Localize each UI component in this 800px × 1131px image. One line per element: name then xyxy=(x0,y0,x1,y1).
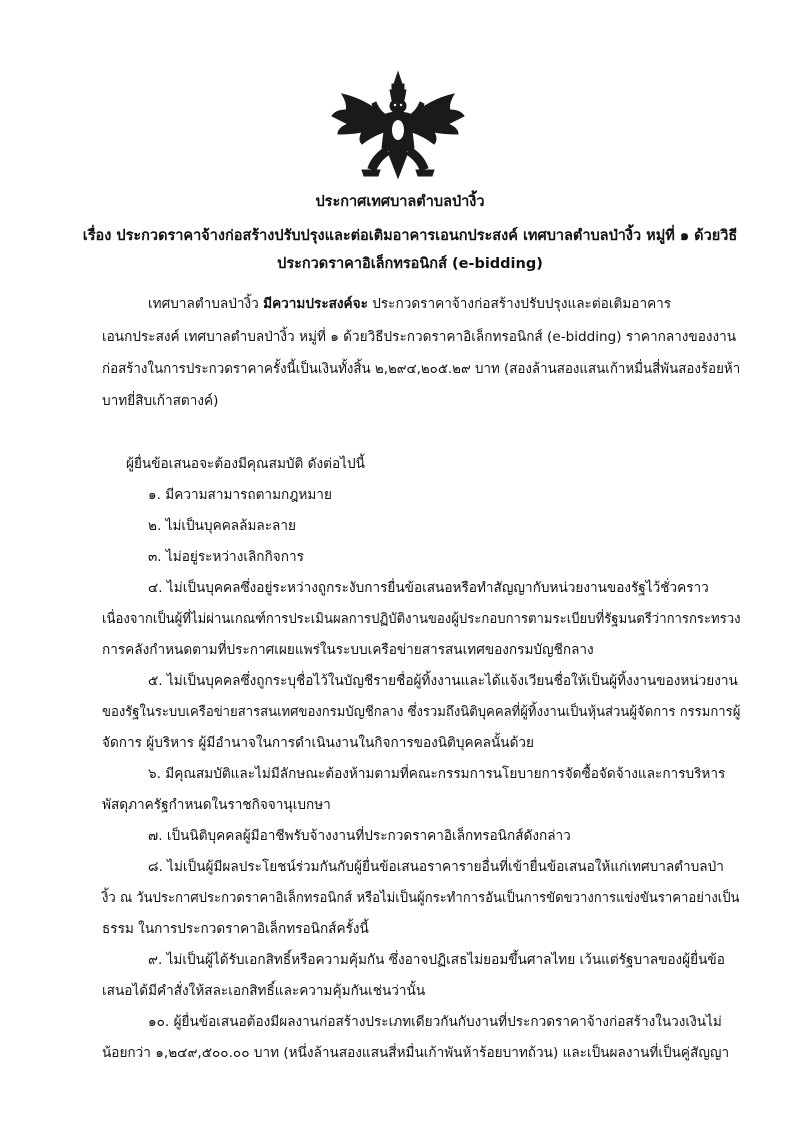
intro-text: เทศบาลตำบลป่างิ้ว xyxy=(148,296,264,312)
qualification-item: ๗. เป็นนิติบุคคลผู้มีอาชีพรับจ้างงานที่ประกวดราคาอิเล็กทรอนิกส์ดังกล่าว xyxy=(148,828,571,844)
qualification-item: ๘. ไม่เป็นผู้มีผลประโยชน์ร่วมกันกับผู้ยื่นข้อเสนอราคารายอื่นที่เข้ายื่นข้อเสนอให้แก่เทศบาลตำบลป่า xyxy=(148,859,724,875)
qualification-item-cont: จัดการ ผู้บริหาร ผู้มีอำนาจในการดำเนินงานในกิจการของนิติบุคคลนั้นด้วย xyxy=(102,735,535,751)
qualification-item: ๑. มีความสามารถตามกฎหมาย xyxy=(148,487,332,503)
qualification-item-cont: งิ้ว ณ วันประกาศประกวดราคาอิเล็กทรอนิกส์ หรือไม่เป็นผู้กระทำการอันเป็นการขัดขวางการแข่งขันราคาอย่างเป็น xyxy=(102,890,740,906)
qualification-item-cont: เนื่องจากเป็นผู้ที่ไม่ผ่านเกณฑ์การประเมินผลการปฏิบัติงานของผู้ประกอบการตามระเบียบที่รัฐมนตรีว่าการกระทรวง xyxy=(102,611,741,627)
qualification-item: ๑๐. ผู้ยื่นข้อเสนอต้องมีผลงานก่อสร้างประเภทเดียวกันกับงานที่ประกวดราคาจ้างก่อสร้างในวงเงินไม่ xyxy=(148,1014,722,1030)
qualification-item: ๓. ไม่อยู่ระหว่างเลิกกิจการ xyxy=(148,549,304,565)
garuda-emblem-icon xyxy=(328,70,468,182)
intro-line: ก่อสร้างในการประกวดราคาครั้งนี้เป็นเงินทั้งสิ้น ๒,๒๙๔,๒๐๕.๒๙ บาท (สองล้านสองแสนเก้าหมื่นสี่พันสองร้อยห้า xyxy=(102,361,741,377)
intro-text: ประกวดราคาจ้างก่อสร้างปรับปรุงและต่อเติมอาคาร xyxy=(367,296,672,312)
qualification-item-cont: พัสดุภาครัฐกำหนดในราชกิจจานุเบกษา xyxy=(102,797,331,813)
qualification-item-cont: การคลังกำหนดตามที่ประกาศเผยแพร่ในระบบเครือข่ายสารสนเทศของกรมบัญชีกลาง xyxy=(102,642,594,658)
intro-line xyxy=(148,294,671,314)
subject-text-line2: ประกวดราคาอิเล็กทรอนิกส์ (e-bidding) xyxy=(277,256,543,272)
qualification-item: ๖. มีคุณสมบัติและไม่มีลักษณะต้องห้ามตามที่คณะกรรมการนโยบายการจัดซื้อจัดจ้างและการบริหาร xyxy=(148,766,726,782)
qualification-item-cont: น้อยกว่า ๑,๒๔๙,๕๐๐.๐๐ บาท (หนึ่งล้านสองแสนสี่หมื่นเก้าพันห้าร้อยบาทถ้วน) และเป็นผลงานที่เป็นคู่สัญญา xyxy=(102,1045,730,1061)
intro-line: บาทยี่สิบเก้าสตางค์) xyxy=(102,393,219,409)
intro-line: เอนกประสงค์ เทศบาลตำบลป่างิ้ว หมู่ที่ ๑ ด้วยวิธีประกวดราคาอิเล็กทรอนิกส์ (e-bidding) ราคากลางของงาน xyxy=(102,329,737,345)
subject-block xyxy=(80,222,740,278)
qualification-item: ๔. ไม่เป็นบุคคลซึ่งอยู่ระหว่างถูกระงับการยื่นข้อเสนอหรือทำสัญญากับหน่วยงานของรัฐไว้ชั่วคราว xyxy=(148,580,709,596)
subject-label: เรื่อง xyxy=(82,228,112,244)
subject-text-line1: ประกวดราคาจ้างก่อสร้างปรับปรุงและต่อเติมอาคารเอนกประสงค์ เทศบาลตำบลป่างิ้ว หมู่ที่ ๑ ด้วยวิธี xyxy=(116,228,738,244)
qualification-item-cont: ของรัฐในระบบเครือข่ายสารสนเทศของกรมบัญชีกลาง ซึ่งรวมถึงนิติบุคคลที่ผู้ทิ้งงานเป็นหุ้นส่วนผู้จัดการ กรรมการผู้ xyxy=(102,704,741,720)
qualifications-heading: ผู้ยื่นข้อเสนอจะต้องมีคุณสมบัติ ดังต่อไปนี้ xyxy=(126,456,365,472)
qualification-item: ๒. ไม่เป็นบุคคลล้มละลาย xyxy=(148,518,296,534)
qualification-item-cont: เสนอได้มีคำสั่งให้สละเอกสิทธิ์และความคุ้มกันเช่นว่านั้น xyxy=(102,983,426,999)
intro-bold-text: มีความประสงค์จะ xyxy=(263,296,368,312)
qualification-item: ๙. ไม่เป็นผู้ได้รับเอกสิทธิ์หรือความคุ้มกัน ซึ่งอาจปฏิเสธไม่ยอมขึ้นศาลไทย เว้นแต่รัฐบาลของผู้ยื่นข้อ xyxy=(148,952,725,968)
qualification-item-cont: ธรรม ในการประกวดราคาอิเล็กทรอนิกส์ครั้งนี้ xyxy=(102,921,369,937)
qualification-item: ๕. ไม่เป็นบุคคลซึ่งถูกระบุชื่อไว้ในบัญชีรายชื่อผู้ทิ้งงานและได้แจ้งเวียนชื่อให้เป็นผู้ทิ้งงานของหน่วยงาน xyxy=(148,673,738,689)
page-title: ประกาศเทศบาลตำบลป่างิ้ว xyxy=(315,194,485,210)
